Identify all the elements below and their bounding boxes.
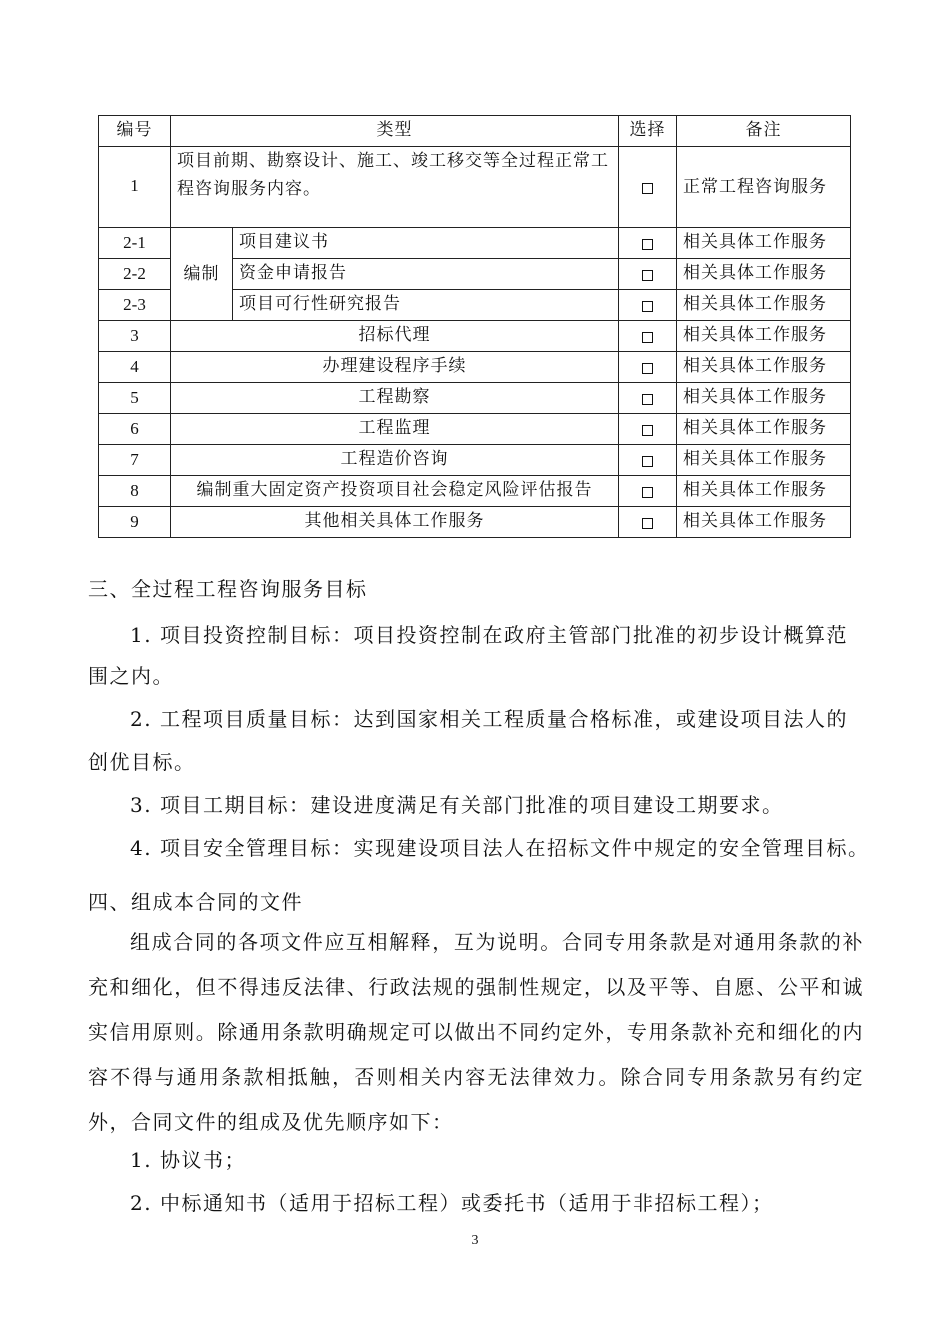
- checkbox-icon: [642, 332, 653, 343]
- table-row: [99, 445, 851, 476]
- goal-1-line-2: 围之内。: [88, 664, 174, 688]
- row-no: 8: [99, 476, 171, 507]
- row-checkbox[interactable]: [619, 259, 677, 290]
- row-no: 9: [99, 507, 171, 538]
- row-no: 2-1: [99, 228, 171, 259]
- checkbox-icon: [642, 183, 653, 194]
- row-type: 招标代理: [171, 321, 619, 352]
- table-row: [99, 321, 851, 352]
- goal-2-line-2: 创优目标。: [88, 750, 196, 774]
- row-no: 1: [99, 147, 171, 228]
- document-list-item-1: 1. 协议书；: [130, 1148, 246, 1172]
- header-no: 编号: [99, 116, 171, 147]
- row-remark: 相关具体工作服务: [677, 476, 851, 507]
- row-checkbox[interactable]: [619, 290, 677, 321]
- row-no: 2-3: [99, 290, 171, 321]
- table-row: [99, 507, 851, 538]
- row-type: 工程造价咨询: [171, 445, 619, 476]
- table-row: [99, 352, 851, 383]
- goal-2-line-1: 2. 工程项目质量目标：达到国家相关工程质量合格标准，或建设项目法人的: [130, 707, 848, 731]
- header-select: 选择: [619, 116, 677, 147]
- checkbox-icon: [642, 518, 653, 529]
- row-remark: 正常工程咨询服务: [677, 147, 851, 228]
- row-type: 办理建设程序手续: [171, 352, 619, 383]
- row-remark: 相关具体工作服务: [677, 383, 851, 414]
- header-remark: 备注: [677, 116, 851, 147]
- row-checkbox[interactable]: [619, 147, 677, 228]
- row-checkbox[interactable]: [619, 383, 677, 414]
- row-checkbox[interactable]: [619, 352, 677, 383]
- row-no: 2-2: [99, 259, 171, 290]
- row-remark: 相关具体工作服务: [677, 445, 851, 476]
- row-no: 3: [99, 321, 171, 352]
- checkbox-icon: [642, 363, 653, 374]
- section-4-heading: 四、组成本合同的文件: [88, 890, 303, 914]
- row-remark: 相关具体工作服务: [677, 507, 851, 538]
- row-checkbox[interactable]: [619, 228, 677, 259]
- table-row: [99, 147, 851, 228]
- row-type: 编制重大固定资产投资项目社会稳定风险评估报告: [171, 476, 619, 507]
- table-row: [99, 383, 851, 414]
- header-type: 类型: [171, 116, 619, 147]
- row-type: 工程监理: [171, 414, 619, 445]
- row-checkbox[interactable]: [619, 507, 677, 538]
- checkbox-icon: [642, 487, 653, 498]
- row-no: 5: [99, 383, 171, 414]
- document-list-item-2: 2. 中标通知书（适用于招标工程）或委托书（适用于非招标工程）；: [130, 1191, 774, 1215]
- goal-4: 4. 项目安全管理目标：实现建设项目法人在招标文件中规定的安全管理目标。: [130, 836, 870, 860]
- row-no: 6: [99, 414, 171, 445]
- group-label: 编制: [171, 228, 233, 321]
- row-remark: 相关具体工作服务: [677, 259, 851, 290]
- row-checkbox[interactable]: [619, 414, 677, 445]
- row-remark: 相关具体工作服务: [677, 321, 851, 352]
- checkbox-icon: [642, 301, 653, 312]
- table-row: [99, 228, 851, 259]
- row-type: 其他相关具体工作服务: [171, 507, 619, 538]
- checkbox-icon: [642, 270, 653, 281]
- table-row: [99, 414, 851, 445]
- section-3-heading: 三、全过程工程咨询服务目标: [88, 577, 368, 601]
- checkbox-icon: [642, 425, 653, 436]
- row-type: 工程勘察: [171, 383, 619, 414]
- table-row: [99, 476, 851, 507]
- checkbox-icon: [642, 394, 653, 405]
- goal-1-line-1: 1. 项目投资控制目标：项目投资控制在政府主管部门批准的初步设计概算范: [130, 623, 848, 647]
- row-checkbox[interactable]: [619, 445, 677, 476]
- page-number: 3: [471, 1233, 479, 1248]
- checkbox-icon: [642, 456, 653, 467]
- row-checkbox[interactable]: [619, 321, 677, 352]
- goal-3: 3. 项目工期目标：建设进度满足有关部门批准的项目建设工期要求。: [130, 793, 784, 817]
- row-type: 项目可行性研究报告: [233, 290, 619, 321]
- row-remark: 相关具体工作服务: [677, 414, 851, 445]
- section-4-paragraph: 组成合同的各项文件应互相解释，互为说明。合同专用条款是对通用条款的补充和细化，但不得违反法律、行政法规的强制性规定，以及平等、自愿、公平和诚实信用原则。除通用条款明确规定可以做出不同约定外，专用条款补充和细化的内容不得与通用条款相抵触，否则相关内容无法律效力。除合同专用条款另有约定外，合同文件的组成及优先顺序如下：: [88, 930, 864, 1134]
- row-checkbox[interactable]: [619, 476, 677, 507]
- row-type: 项目前期、勘察设计、施工、竣工移交等全过程正常工程咨询服务内容。: [171, 147, 619, 228]
- table-header-row: [99, 116, 851, 147]
- row-remark: 相关具体工作服务: [677, 352, 851, 383]
- checkbox-icon: [642, 239, 653, 250]
- service-type-table: [98, 115, 851, 538]
- row-type: 资金申请报告: [233, 259, 619, 290]
- row-no: 7: [99, 445, 171, 476]
- row-remark: 相关具体工作服务: [677, 290, 851, 321]
- row-type: 项目建议书: [233, 228, 619, 259]
- row-remark: 相关具体工作服务: [677, 228, 851, 259]
- row-no: 4: [99, 352, 171, 383]
